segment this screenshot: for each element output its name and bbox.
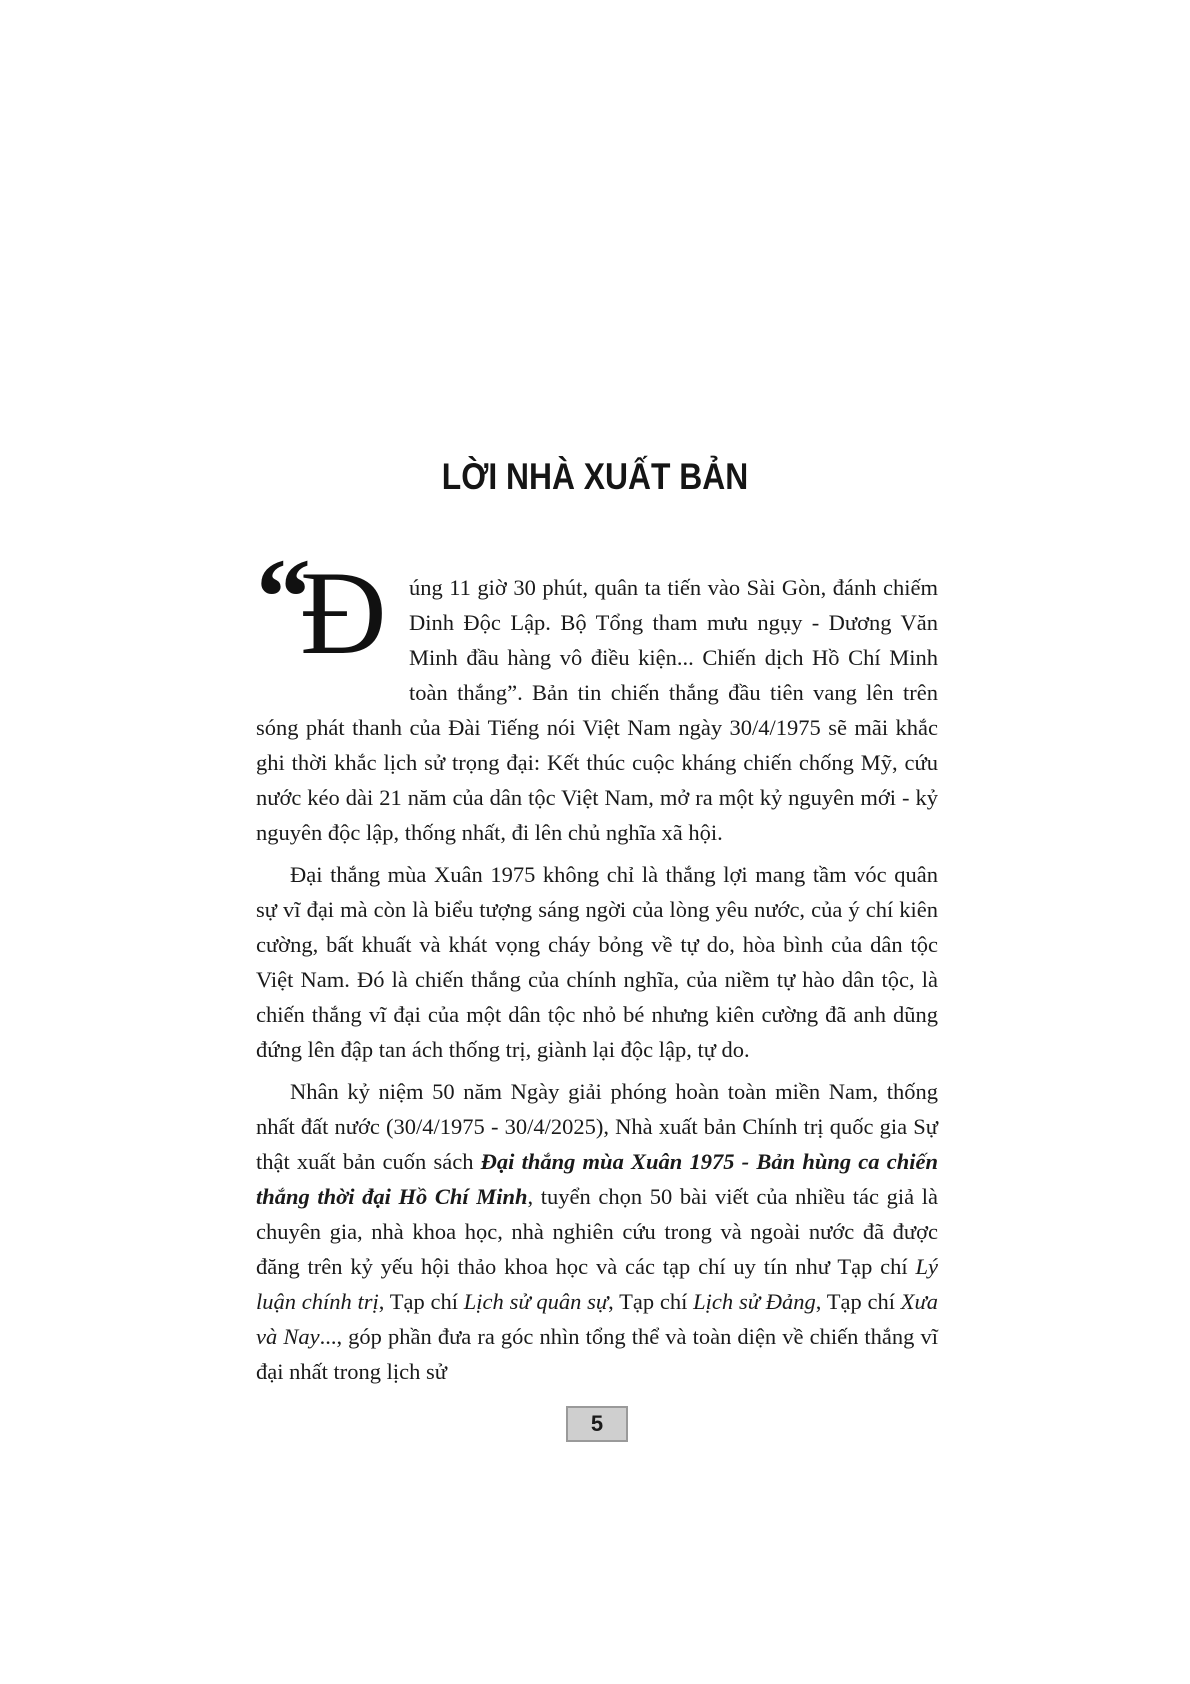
open-quote-mark: “ — [256, 536, 311, 658]
drop-cap-block — [256, 536, 401, 680]
book-title: Đại thắng mùa Xuân 1975 - Bản hùng ca chiến thắng thời đại Hồ Chí Minh — [256, 1149, 938, 1209]
paragraph-3-part-2: , tuyển chọn 50 bài viết của nhiều tác giả là chuyên gia, nhà khoa học, nhà nghiên cứu trong và ngoài nước đã được đăng trên kỷ yếu hội thảo khoa học và các tạp chí uy tín như Tạp chí — [256, 1184, 938, 1279]
paragraph-1-text: úng 11 giờ 30 phút, quân ta tiến vào Sài Gòn, đánh chiếm Dinh Độc Lập. Bộ Tổng tham mưu ngụy - Dương Văn Minh đầu hàng vô điều kiện... Chiến dịch Hồ Chí Minh toàn thắng”. Bản tin chiến thắng đầu tiên vang lên trên sóng phát thanh của Đài Tiếng nói Việt Nam ngày 30/4/1975 sẽ mãi khắc ghi thời khắc lịch sử trọng đại: Kết thúc cuộc kháng chiến chống Mỹ, cứu nước kéo dài 21 năm của dân tộc Việt Nam, mở ra một kỷ nguyên mới - kỷ nguyên độc lập, thống nhất, đi lên chủ nghĩa xã hội. — [256, 575, 938, 845]
page-number: 5 — [566, 1406, 628, 1442]
journal-name-2: Lịch sử quân sự — [463, 1289, 609, 1314]
paragraph-3-part-4: , Tạp chí — [608, 1289, 694, 1314]
drop-cap-letter: Đ — [300, 546, 387, 679]
page-title: LỜI NHÀ XUẤT BẢN — [441, 456, 749, 497]
paragraph-3-part-1: Nhân kỷ niệm 50 năm Ngày giải phóng hoàn toàn miền Nam, thống nhất đất nước (30/4/1975 - 30/4/2025), Nhà xuất bản Chính trị quốc gia Sự thật xuất bản cuốn sách — [256, 1079, 938, 1174]
body-text — [256, 536, 939, 1396]
paragraph-1 — [256, 536, 938, 850]
journal-name-3: Lịch sử Đảng — [693, 1289, 816, 1314]
paragraph-3 — [256, 1074, 938, 1389]
paragraph-3-part-6: ..., góp phần đưa ra góc nhìn tổng thể và toàn diện về chiến thắng vĩ đại nhất trong lịch sử — [256, 1324, 938, 1384]
paragraph-3-part-5: , Tạp chí — [815, 1289, 901, 1314]
journal-name-1: Lý luận chính trị — [256, 1254, 938, 1314]
paragraph-3-part-3: , Tạp chí — [378, 1289, 464, 1314]
paragraph-2: Đại thắng mùa Xuân 1975 không chỉ là thắng lợi mang tầm vóc quân sự vĩ đại mà còn là biểu tượng sáng ngời của lòng yêu nước, của ý chí kiên cường, bất khuất và khát vọng cháy bỏng về tự do, hòa bình của dân tộc Việt Nam. Đó là chiến thắng của chính nghĩa, của niềm tự hào dân tộc, là chiến thắng vĩ đại của một dân tộc nhỏ bé nhưng kiên cường đã anh dũng đứng lên đập tan ách thống trị, giành lại độc lập, tự do. — [256, 862, 938, 1062]
journal-name-4: Xưa và Nay — [256, 1289, 939, 1349]
